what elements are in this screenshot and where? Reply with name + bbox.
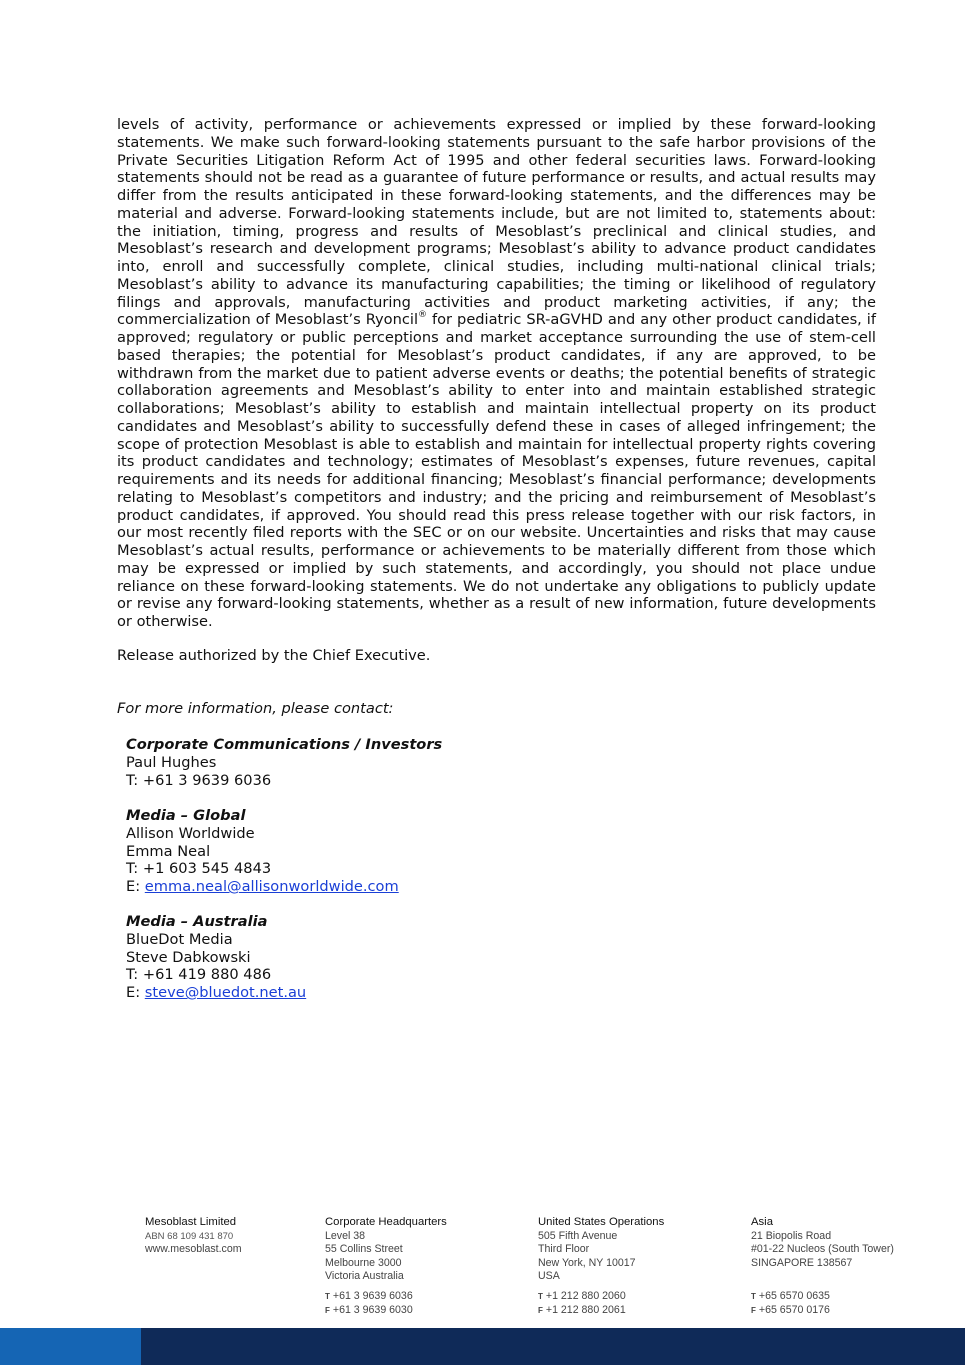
footer-address-line: #01-22 Nucleos (South Tower) (751, 1243, 894, 1256)
footer-company (145, 1216, 242, 1257)
contact-intro: For more information, please contact: (117, 700, 394, 717)
footer-address-line: 55 Collins Street (325, 1243, 403, 1256)
footer-us (538, 1216, 664, 1317)
footer-asia (751, 1216, 894, 1317)
contact-block-media-australia (126, 913, 306, 1002)
footer-asia-title: Asia (751, 1216, 773, 1228)
footer-bar (141, 1328, 965, 1365)
footer-address-line: Third Floor (538, 1243, 590, 1256)
registered-mark: ® (418, 310, 427, 321)
paragraph-part-1: levels of activity, performance or achievements expressed or implied by these forward-looking statements. We make such forward-looking statements pursuant to the safe harbor provisions of the Private Securities Litigation Reform Act of 1995 and other federal securities laws. Forward-looking statements should not be read as a guarantee of future performance or results, and actual results may differ from the results anticipated in these forward-looking statements, and the differences may be material and adverse. Forward-looking statements include, but are not limited to, statements about: the initiation, timing, progress and results of Mesoblast’s preclinical and clinical studies, and Mesoblast’s research and development programs; Mesoblast’s ability to advance product candidates into, enroll and successfully complete, clinical studies, including multi-national clinical trials; Mesoblast’s ability to advance its manufacturing capabilities; the timing or likelihood of regulatory filings and approvals, manufacturing activities and product marketing activities, if any; the commercialization of Mesoblast’s Ryoncil (117, 116, 876, 329)
email-prefix: E: (126, 878, 145, 896)
contact-heading: Corporate Communications / Investors (126, 736, 443, 753)
footer-website[interactable]: www.mesoblast.com (145, 1243, 242, 1256)
footer-fax: F +65 6570 0176 (751, 1303, 830, 1316)
contact-heading: Media – Global (126, 807, 246, 824)
contact-heading: Media – Australia (126, 913, 268, 930)
footer-abn: ABN 68 109 431 870 (145, 1230, 234, 1242)
footer-address-line: Victoria Australia (325, 1270, 404, 1283)
contact-phone: T: +61 419 880 486 (126, 966, 272, 984)
footer-address-line: USA (538, 1270, 560, 1283)
paragraph-part-2: for pediatric SR-aGVHD and any other product candidates, if approved; regulatory or public perceptions and market acceptance surrounding the use of stem-cell based therapies; the potential for Mesoblast’s product candidates, if any are approved, to be withdrawn from the market due to patient adverse events or deaths; the potential benefits of strategic collaboration agreements and Mesoblast’s ability to enter into and maintain established strategic collaborations; Mesoblast’s ability to establish and maintain intellectual property on its product candidates and Mesoblast’s ability to successfully defend these in cases of alleged infringement; the scope of protection Mesoblast is able to establish and maintain for intellectual property rights covering its product candidates and technology; estimates of Mesoblast’s expenses, future revenues, capital requirements and its needs for additional financing; Mesoblast’s financial performance; developments relating to Mesoblast’s competitors and industry; and the pricing and reimbursement of Mesoblast’s product candidates, if approved. You should read this press release together with our risk factors, in our most recently filed reports with the SEC or on our website. Uncertainties and risks that may cause Mesoblast’s actual results, performance or achievements to be materially different from those which may be expressed or implied by such statements, and accordingly, you should not place undue reliance on these forward-looking statements. We do not undertake any obligations to publicly update or revise any forward-looking statements, whether as a result of new information, future developments or otherwise. (117, 311, 876, 630)
footer-phone: T +1 212 880 2060 (538, 1289, 626, 1302)
footer-bar-accent (0, 1328, 141, 1365)
footer-address-line: Melbourne 3000 (325, 1256, 402, 1269)
forward-looking-statements-paragraph (117, 116, 876, 631)
email-link[interactable]: emma.neal@allisonworldwide.com (144, 878, 399, 896)
footer-hq (325, 1216, 447, 1317)
email-prefix: E: (126, 984, 145, 1002)
contact-phone: T: +1 603 545 4843 (126, 860, 272, 878)
footer-phone: T +61 3 9639 6036 (325, 1289, 413, 1302)
contact-block-media-global (126, 807, 399, 896)
footer-address-line: 505 Fifth Avenue (538, 1229, 618, 1242)
footer-phone: T +65 6570 0635 (751, 1289, 830, 1302)
footer-fax: F +1 212 880 2061 (538, 1303, 626, 1316)
footer-address-line: 21 Biopolis Road (751, 1229, 832, 1242)
contact-email-line (126, 878, 399, 896)
contact-name: Paul Hughes (126, 753, 217, 771)
footer-address-line: New York, NY 10017 (538, 1256, 636, 1269)
footer-address-line: SINGAPORE 138567 (751, 1256, 853, 1269)
contact-company: BlueDot Media (126, 930, 233, 948)
contact-name: Steve Dabkowski (126, 948, 251, 966)
contact-block-investors (126, 736, 442, 789)
release-authorized-line: Release authorized by the Chief Executive. (117, 647, 431, 664)
footer-us-title: United States Operations (538, 1216, 665, 1228)
email-link[interactable]: steve@bluedot.net.au (144, 984, 307, 1002)
footer-company-name: Mesoblast Limited (145, 1216, 237, 1228)
footer-hq-title: Corporate Headquarters (325, 1216, 447, 1228)
footer-fax: F +61 3 9639 6030 (325, 1303, 413, 1316)
contact-phone: T: +61 3 9639 6036 (126, 771, 272, 789)
contact-name: Emma Neal (126, 842, 211, 860)
footer-address-line: Level 38 (325, 1229, 366, 1242)
contact-company: Allison Worldwide (126, 824, 255, 842)
contact-email-line (126, 984, 306, 1002)
